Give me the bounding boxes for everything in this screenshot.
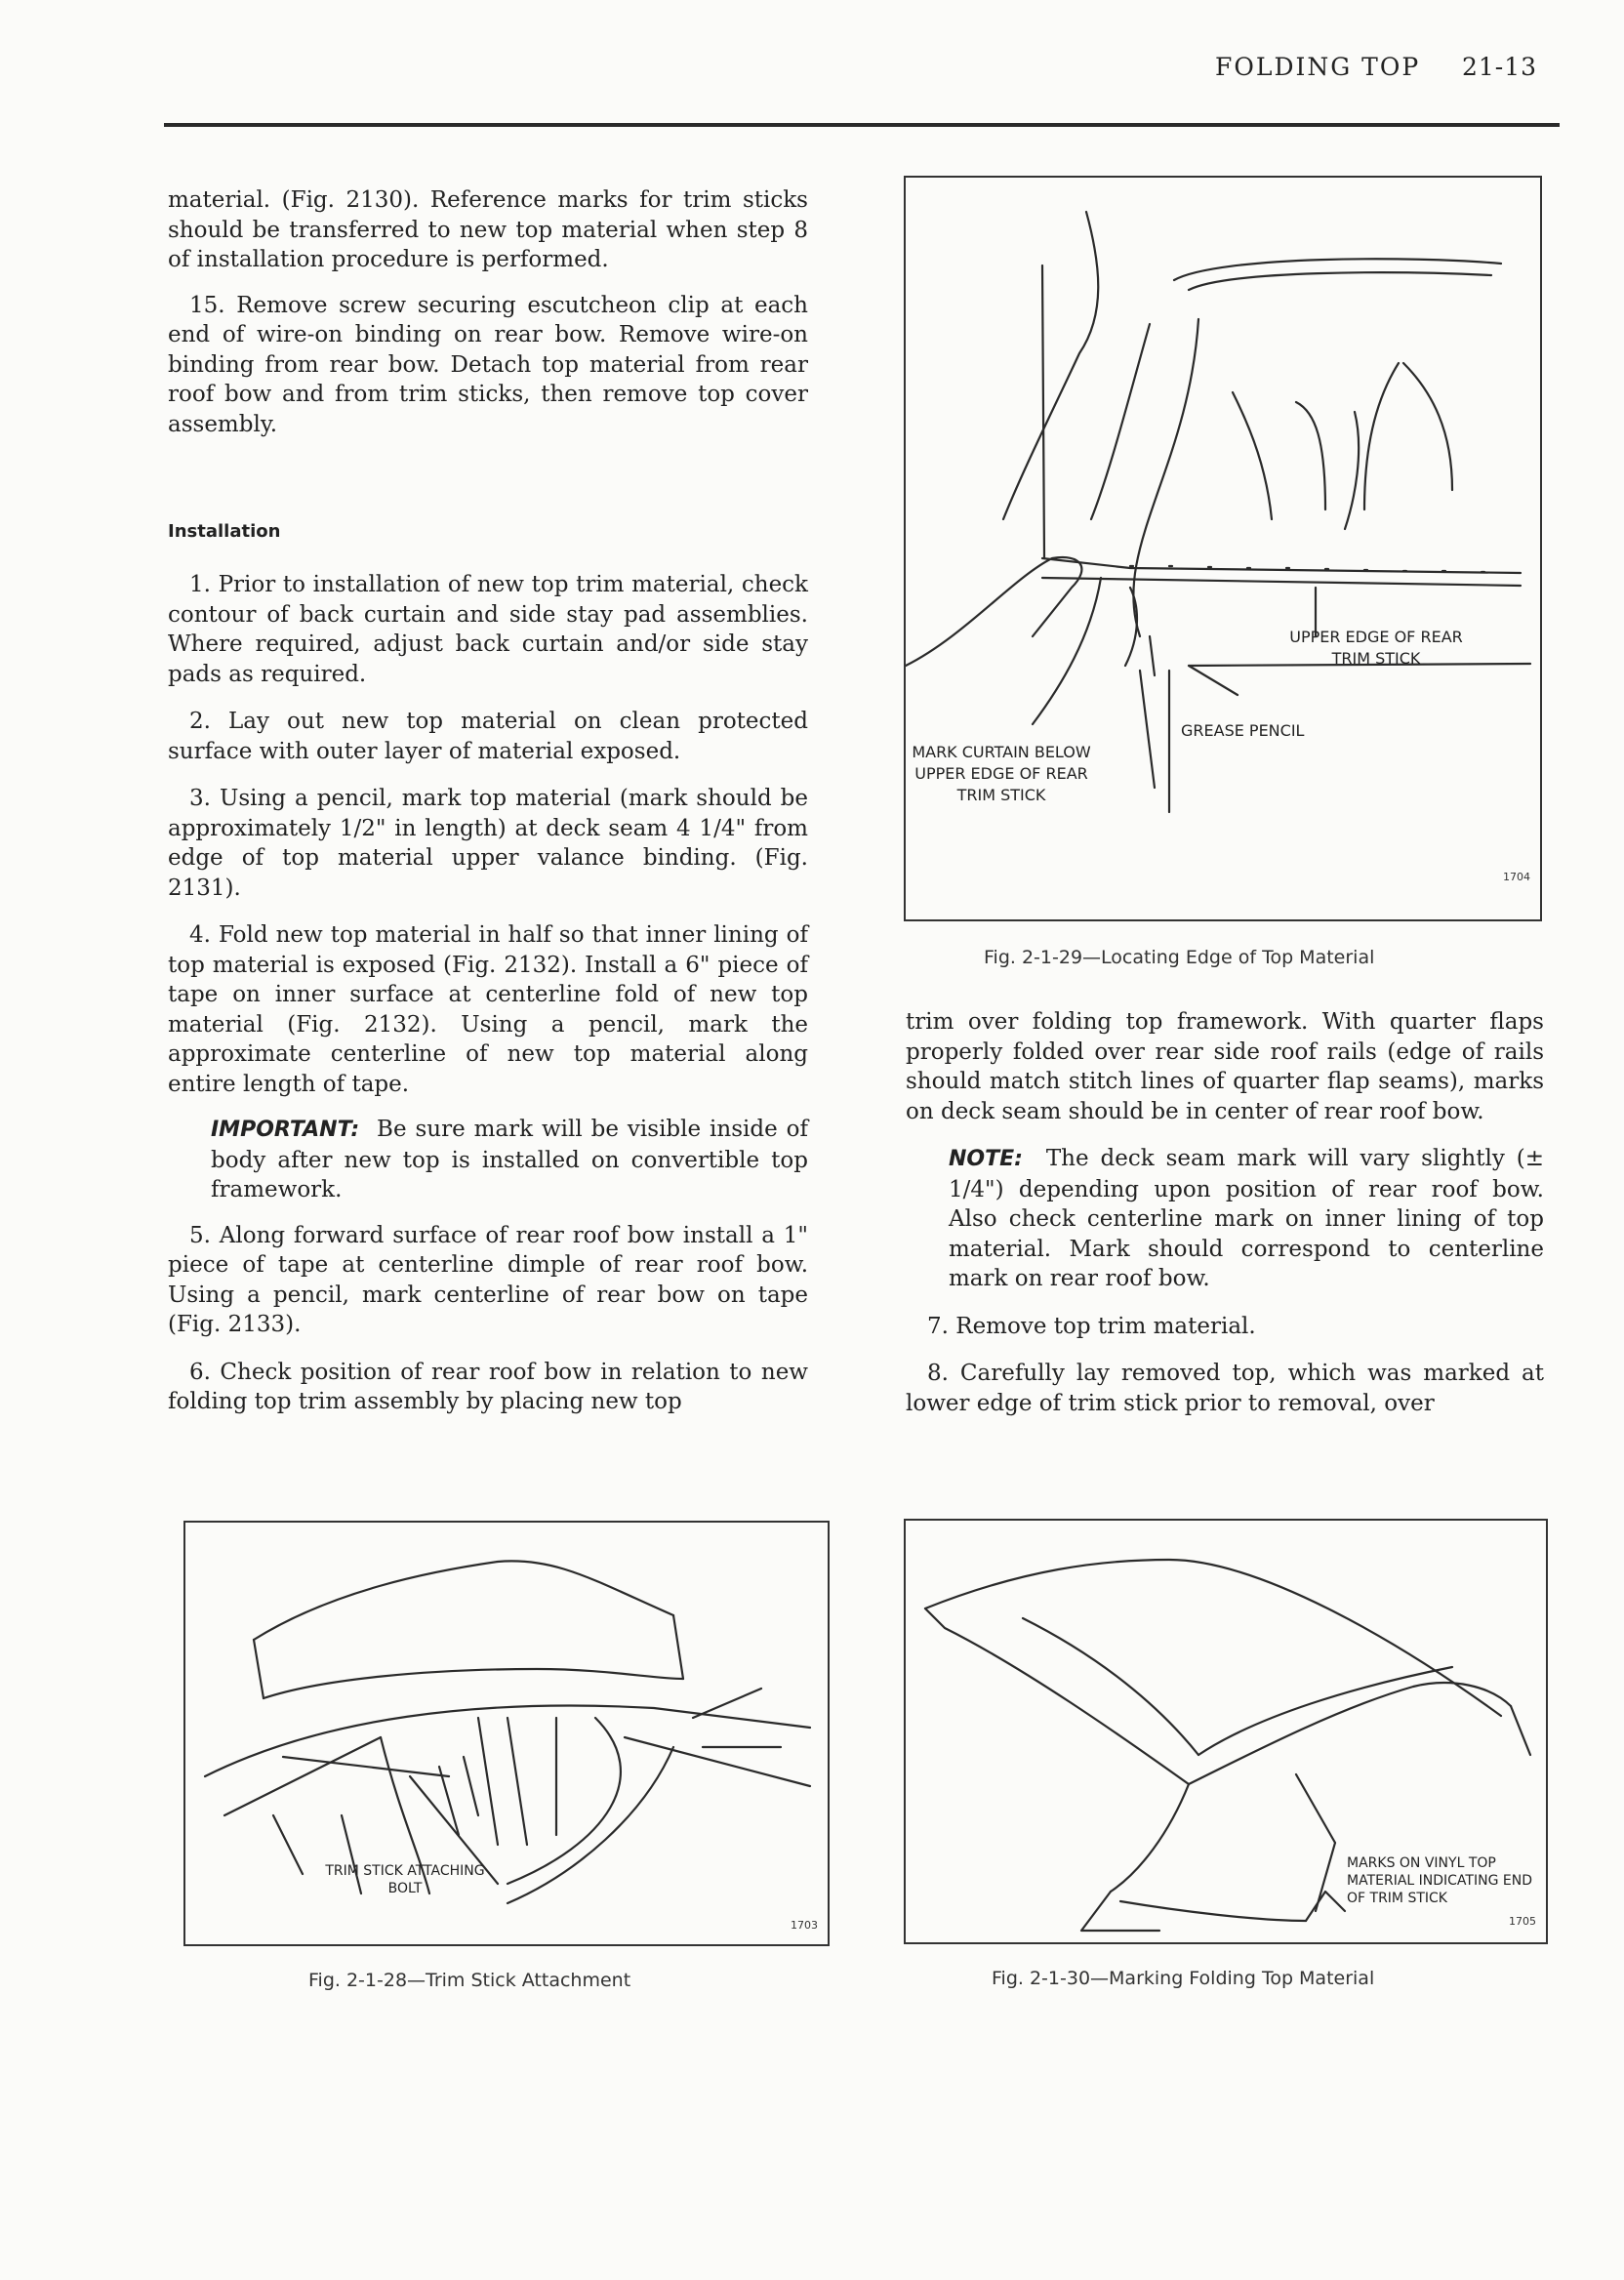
installation-heading: Installation: [168, 521, 281, 542]
figure-marking-top: [904, 1519, 1548, 1944]
step-1: 1. Prior to installation of new top trim material, check contour of back curtain and side stay pad assemblies. Where required, adjust back curtain and/or side stay pads as required.: [168, 572, 808, 687]
step-3: 3. Using a pencil, mark top material (mark should be approximately 1/2" in length) at deck seam 4 1/4" from edge of top material upper valance binding. (Fig. 2131).: [168, 786, 808, 901]
note-text: The deck seam mark will vary slightly (± 1/4") depending upon position of rear roof bow. Also check centerline mark on inner lining of top material. Mark should correspond to centerline mark on rear roof bow.: [949, 1146, 1545, 1291]
callout-marks-on-vinyl: MARKS ON VINYL TOP MATERIAL INDICATING END OF TRIM STICK: [1347, 1855, 1532, 1906]
step-6: 6. Check position of rear roof bow in relation to new folding top trim assembly by placing new top: [168, 1359, 808, 1414]
left-column-top: [168, 185, 808, 439]
important-label: IMPORTANT:: [211, 1118, 360, 1142]
page-number: 21-13: [1462, 53, 1538, 81]
important-text: Be sure mark will be visible inside of body after new top is installed on convertible top framework.: [211, 1117, 808, 1202]
paragraph-continued: material. (Fig. 2130). Reference marks for trim sticks should be transferred to new top material when step 8 of installation procedure is performed.: [168, 187, 808, 272]
step-7: 7. Remove top trim material.: [927, 1313, 1256, 1339]
header-rule: [164, 123, 1560, 127]
figure-caption-trim-stick: Fig. 2-1-28—Trim Stick Attachment: [308, 1970, 631, 1991]
callout-upper-edge: UPPER EDGE OF REAR TRIM STICK: [1289, 628, 1463, 668]
note-label: NOTE:: [949, 1147, 1023, 1171]
callout-mark-curtain: MARK CURTAIN BELOW UPPER EDGE OF REAR TRIM STICK: [912, 743, 1091, 804]
figure-number: 1704: [1503, 871, 1530, 883]
callout-trim-stick-bolt: TRIM STICK ATTACHING BOLT: [325, 1863, 485, 1896]
figure-trim-stick-drawing: [185, 1523, 828, 1944]
step-15: 15. Remove screw securing escutcheon clip at each end of wire-on binding on rear bow. Remove wire-on binding from rear bow. Detach top material from rear roof bow and from trim sticks, then remove top cover assembly.: [168, 292, 808, 437]
figure-trim-stick-attachment: [183, 1521, 830, 1946]
callout-grease-pencil: GREASE PENCIL: [1181, 721, 1305, 740]
figure-locating-edge: [904, 176, 1542, 921]
figure-caption-marking-top: Fig. 2-1-30—Marking Folding Top Material: [992, 1968, 1375, 1989]
figure-caption-locating-edge: Fig. 2-1-29—Locating Edge of Top Material: [984, 947, 1375, 968]
step-4: 4. Fold new top material in half so that inner lining of top material is exposed (Fig. 2132). Install a 6" piece of tape on inner surface at centerline fold of new top material (Fig. 2132). Using a pencil, mark the approximate centerline of new top material along entire length of tape.: [168, 922, 808, 1097]
left-column-steps: [168, 570, 808, 1417]
important-note: [168, 1115, 808, 1205]
paragraph-trim-over: trim over folding top framework. With quarter flaps properly folded over rear side roof rails (edge of rails should match stitch lines of quarter flap seams), marks on deck seam should be in center of rear roof bow.: [906, 1009, 1544, 1124]
figure-locating-edge-drawing: [906, 178, 1540, 919]
right-column: [906, 1007, 1544, 1418]
note: [906, 1144, 1544, 1294]
step-8: 8. Carefully lay removed top, which was marked at lower edge of trim stick prior to removal, over: [906, 1361, 1544, 1416]
figure-number: 1703: [791, 1919, 818, 1932]
section-title: FOLDING TOP: [1215, 53, 1421, 81]
figure-number: 1705: [1509, 1915, 1536, 1928]
step-5: 5. Along forward surface of rear roof bow install a 1" piece of tape at centerline dimple of rear roof bow. Using a pencil, mark centerline of rear bow on tape (Fig. 2133).: [168, 1222, 808, 1337]
step-2: 2. Lay out new top material on clean protected surface with outer layer of material exposed.: [168, 709, 808, 764]
